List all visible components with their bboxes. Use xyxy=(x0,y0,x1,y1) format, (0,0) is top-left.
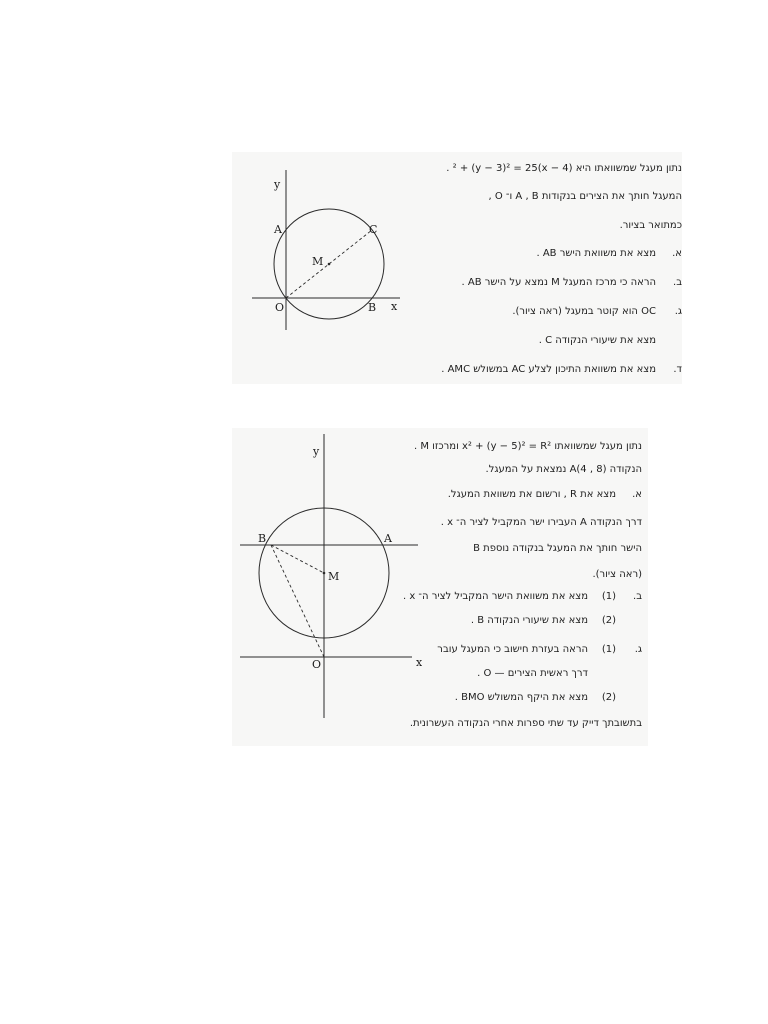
question-label: ג. xyxy=(674,306,682,317)
sub-question-number: (2) xyxy=(601,692,616,703)
problem-1 xyxy=(232,152,682,384)
segment-bo xyxy=(271,545,324,657)
intro-line: נתון מעגל שמשוואתו x² + (y − 5)² = R² ומרכזו M . xyxy=(414,441,642,452)
x-axis-label: x xyxy=(391,300,398,313)
see-figure-line: (ראה ציור). xyxy=(592,569,642,580)
segment-bm xyxy=(271,545,324,573)
y-axis-label: y xyxy=(313,445,320,458)
point-b-label: B xyxy=(368,301,377,314)
question-a: א.מצא את R , ורשום את משוואת המעגל. xyxy=(447,489,642,500)
y-axis-label: y xyxy=(274,178,281,191)
question-d: ד.מצא את משוואת התיכון לצלע AC במשולש AMC . xyxy=(441,364,682,375)
question-c1-part2: דרך ראשית הצירים — O . xyxy=(477,668,588,679)
question-b1: ב.(1)מצא את משוואת הישר המקביל לציר ה־ x . xyxy=(402,591,642,602)
precision-note: בתשובתך דייק עד שתי ספרות אחרי הנקודה העשרונית. xyxy=(409,718,642,729)
question-label: ד. xyxy=(673,364,682,375)
question-label: א. xyxy=(632,489,642,500)
point-b-label: B xyxy=(258,532,267,545)
question-c2: (2)מצא את היקף המשולש BMO . xyxy=(454,692,616,703)
point-o-label: O xyxy=(312,658,322,671)
question-a: א.מצא את משוואת הישר AB . xyxy=(536,248,682,259)
x-axis-label: x xyxy=(416,656,422,669)
sub-question-number: (2) xyxy=(601,615,616,626)
center-point xyxy=(328,263,331,266)
question-label: א. xyxy=(672,248,682,259)
as-drawn-line: כמתואר בציור. xyxy=(619,220,682,231)
question-c1: ג.(1)הראה בעזרת חישוב כי המעגל עובר xyxy=(437,644,642,655)
question-label: ב. xyxy=(673,277,682,288)
circle-figure-1 xyxy=(232,152,422,384)
through-a-line: דרך הנקודה A העבירו ישר המקביל לציר ה־ x . xyxy=(440,517,642,528)
question-b2: (2)מצא את שיעורי הנקודה B . xyxy=(470,615,616,626)
intro-line: נתון מעגל שמשוואתו היא (x − 4)² + (y − 3)² = 25 . xyxy=(446,163,682,174)
sub-question-number: (1) xyxy=(601,591,616,602)
point-a-label: A xyxy=(384,532,392,545)
point-c-label: C xyxy=(369,223,378,236)
problem-2 xyxy=(232,428,648,746)
point-a-line: הנקודה A(4 , 8) נמצאת על המעגל. xyxy=(485,464,642,475)
sub-question-number: (1) xyxy=(601,644,616,655)
question-label: ב. xyxy=(633,591,642,602)
center-point xyxy=(323,572,326,575)
point-m-label: M xyxy=(328,570,340,583)
question-label: ג. xyxy=(634,644,642,655)
point-m-label: M xyxy=(312,255,324,268)
intersect-line: המעגל חותך את הצירים בנקודות A , B ו־ O , xyxy=(488,191,682,202)
question-c: ג.OC הוא קוטר במעגל (ראה ציור). xyxy=(512,306,682,317)
point-a-label: A xyxy=(274,223,282,236)
question-c-part2: מצא את שיעורי הנקודה C . xyxy=(538,335,656,346)
circle-figure-2 xyxy=(232,428,422,746)
line-b-line: הישר חותך את המעגל בנקודה נוספת B xyxy=(473,543,642,554)
question-b: ב.הראה כי מרכז המעגל M נמצא על הישר AB . xyxy=(461,277,682,288)
point-o-label: O xyxy=(275,301,285,314)
